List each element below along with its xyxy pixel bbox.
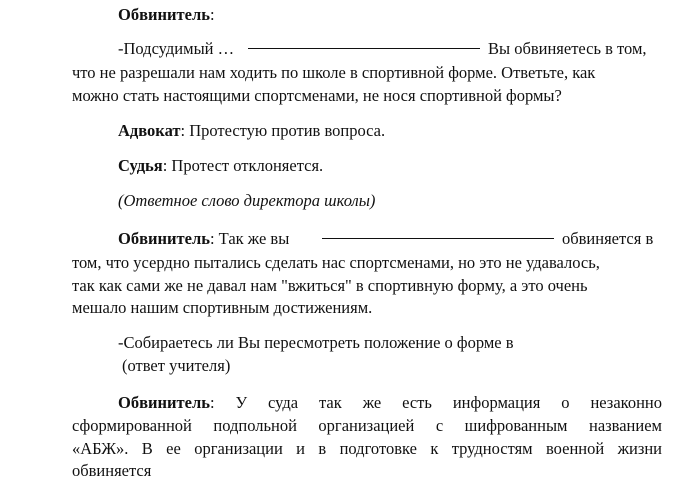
accuser-heading [118, 5, 215, 25]
fill-in-blank [322, 238, 554, 239]
judge-text: : Протест отклоняется. [162, 156, 324, 175]
para2-line1-post: обвиняется в [562, 229, 654, 248]
para1-line1 [118, 39, 234, 59]
para2-line4: мешало нашим спортивным достижениям. [72, 298, 373, 317]
para3-line4: обвиняется [72, 461, 152, 480]
para1-line1-pre: -Подсудимый … [118, 39, 235, 58]
para2-line3: так как сами же не давал нам "вжиться" в спортивную форму, а это очень [72, 276, 588, 295]
para2-line1-pre: : Так же вы [209, 229, 290, 248]
para3-line1-rest: : У суда так же есть информация о незаконно [209, 393, 662, 412]
stage-direction: (Ответное слово директора школы) [118, 191, 376, 210]
colon: : [209, 5, 215, 24]
lawyer-line [118, 121, 385, 141]
speaker-label: Обвинитель [118, 393, 210, 412]
para3-line1 [118, 393, 662, 413]
para3-line3: «АБЖ». В ее организации и в подготовке к трудностям военной жизни [72, 439, 662, 458]
judge-line [118, 156, 323, 176]
para1-line1-post: Вы обвиняетесь в том, [488, 39, 647, 58]
para1-line3: можно стать настоящими спортсменами, не нося спортивной формы? [72, 86, 562, 105]
speaker-label: Обвинитель [118, 5, 210, 24]
lawyer-text: : Протестую против вопроса. [180, 121, 386, 140]
question-line2: (ответ учителя) [122, 356, 231, 375]
para2-line2: том, что усердно пытались сделать нас спортсменами, но это не удавалось, [72, 253, 600, 272]
speaker-label: Адвокат [118, 121, 181, 140]
para1-line2: что не разрешали нам ходить по школе в спортивной форме. Ответьте, как [72, 63, 596, 82]
speaker-label: Судья [118, 156, 163, 175]
fill-in-blank [248, 48, 480, 49]
speaker-label: Обвинитель [118, 229, 210, 248]
para2-line1 [118, 229, 289, 249]
question-line1: -Собираетесь ли Вы пересмотреть положение о форме в [118, 333, 514, 352]
para3-line2: сформированной подпольной организацией с шифрованным названием [72, 416, 662, 435]
